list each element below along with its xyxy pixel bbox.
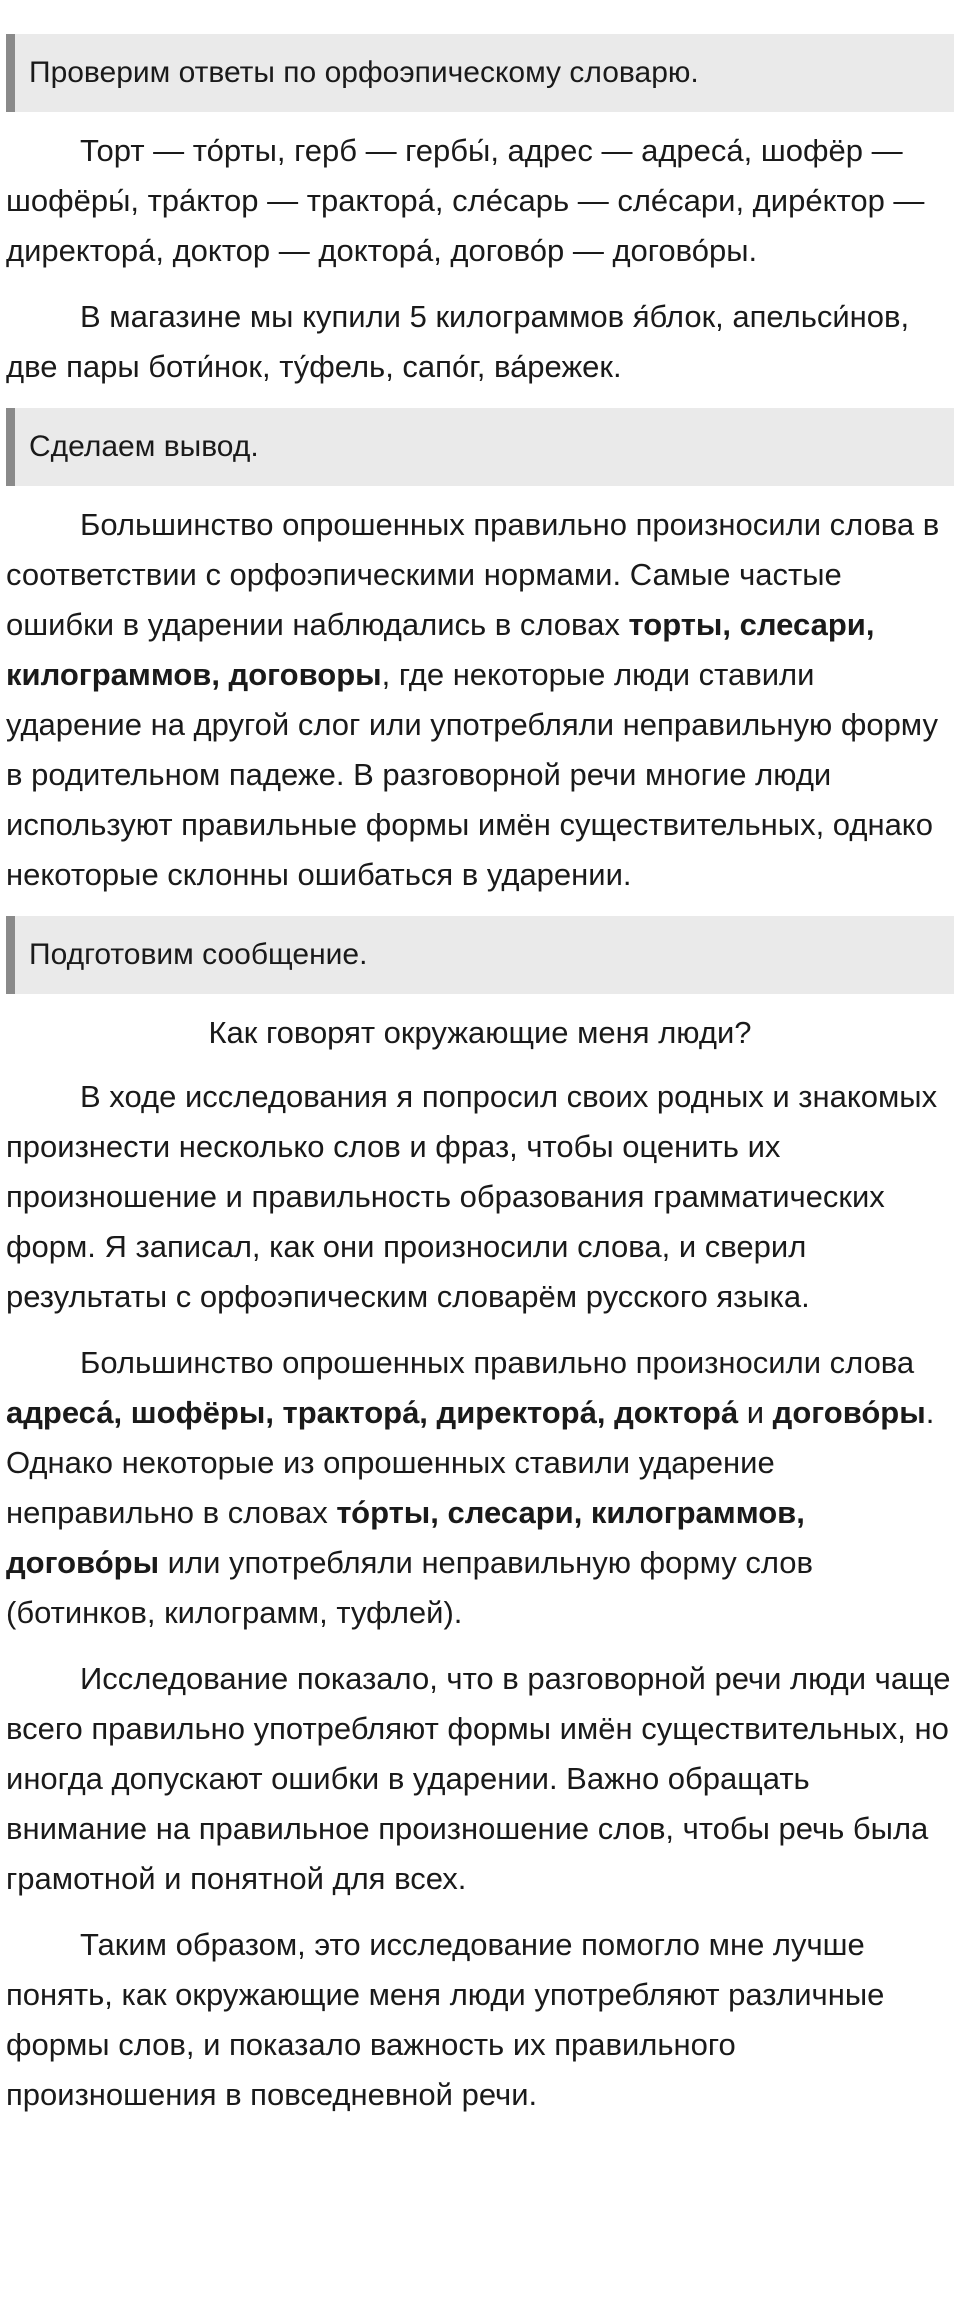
bold-text-run: адреса́, шофёры, трактора́, директора́, доктора́: [6, 1395, 739, 1430]
paragraph-research-results: [6, 1338, 954, 1638]
text-run: Большинство опрошенных правильно произносили слова в соответствии с орфоэпическими нормами. Самые частые ошибки в ударении наблюдались в словах: [6, 507, 940, 642]
text-run: Торт — то́рты, герб — гербы́, адрес — адреса́, шофёр — шофёры́, тра́ктор — трактора́, сле́сарь — сле́сари, дире́ктор — директора́, доктор — доктора́, догово́р — догово́ры.: [6, 133, 925, 268]
text-run: . Однако некоторые из опрошенных ставили ударение неправильно в словах: [6, 1395, 935, 1530]
text-run: или употребляли неправильную форму слов (ботинков, килограмм, туфлей).: [6, 1545, 813, 1630]
section-header-check-answers: Проверим ответы по орфоэпическому словарю.: [6, 34, 954, 112]
paragraph-genitive-plural: [6, 292, 954, 392]
bold-text-run: торты, слесари, килограммов, договоры: [6, 607, 875, 692]
paragraph-research-findings: [6, 1654, 954, 1904]
paragraph-plural-stress: [6, 126, 954, 276]
paragraph-conclusion: [6, 500, 954, 900]
bold-text-run: то́рты, слесари, килограммов, догово́ры: [6, 1495, 805, 1580]
text-run: В магазине мы купили 5 килограммов я́блок, апельси́нов, две пары боти́нок, ту́фель, сапо́г, ва́режек.: [6, 299, 910, 384]
bold-text-run: догово́ры: [772, 1395, 926, 1430]
paragraph-summary: [6, 1920, 954, 2120]
section-header-prepare-message: Подготовим сообщение.: [6, 916, 954, 994]
text-run: В ходе исследования я попросил своих родных и знакомых произнести несколько слов и фраз, чтобы оценить их произношение и правильность образования грамматических форм. Я записал, как они произносили слова, и сверил результаты с орфоэпическим словарём русского языка.: [6, 1079, 938, 1314]
text-run: Большинство опрошенных правильно произносили слова: [80, 1345, 915, 1380]
text-run: и: [738, 1395, 773, 1430]
paragraph-research-method: [6, 1072, 954, 1322]
text-run: , где некоторые люди ставили ударение на другой слог или употребляли неправильную форму в родительном падеже. В разговорной речи многие люди используют правильные формы имён существительных, однако некоторые склонны ошибаться в ударении.: [6, 657, 938, 892]
message-title: Как говорят окружающие меня люди?: [208, 1015, 752, 1050]
text-run: Таким образом, это исследование помогло мне лучше понять, как окружающие меня люди употребляют различные формы слов, и показало важность их правильного произношения в повседневной речи.: [6, 1927, 885, 2112]
section-header-conclusion: Сделаем вывод.: [6, 408, 954, 486]
text-run: Исследование показало, что в разговорной речи люди чаще всего правильно употребляют формы имён существительных, но иногда допускают ошибки в ударении. Важно обращать внимание на правильное произношение слов, чтобы речь была грамотной и понятной для всех.: [6, 1661, 951, 1896]
